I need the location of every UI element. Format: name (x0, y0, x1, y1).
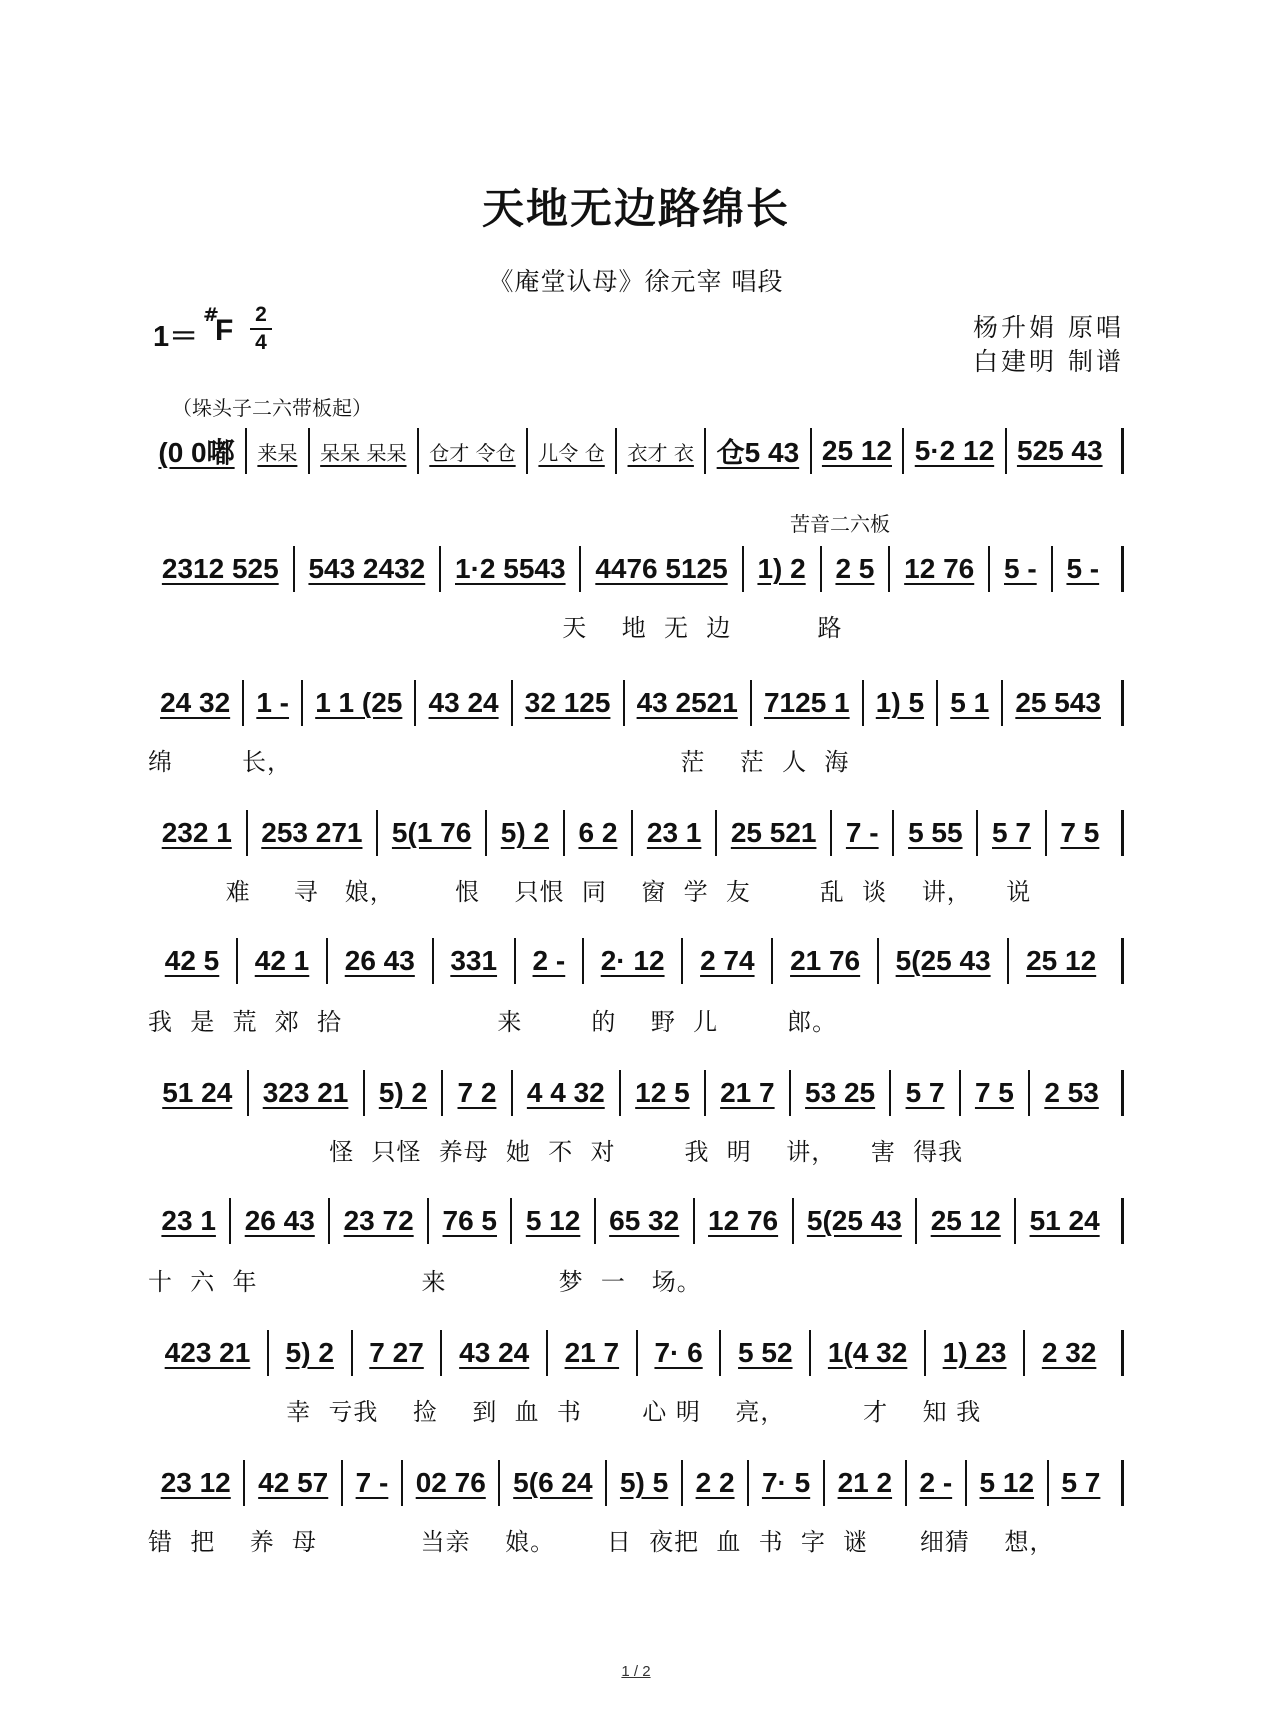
measure (526, 428, 615, 474)
measure (889, 1070, 958, 1116)
measure-notes: 1 1 (25 (315, 687, 403, 718)
measure (792, 1198, 916, 1244)
time-signature (250, 303, 272, 355)
measure-notes: 42 57 (258, 1467, 329, 1498)
measure (1005, 428, 1113, 474)
singer-credit: 杨升娟 原唱 (973, 313, 1124, 342)
measure (148, 938, 236, 984)
measure (1047, 1460, 1113, 1506)
measure-notes: 25 12 (1026, 945, 1097, 976)
measure-notes: 儿令 仓 (538, 440, 605, 465)
measure (440, 1330, 545, 1376)
lyrics-line: 错 把 养 母 当亲 娘。 日 夜把 血 书 字 谜 细猜 想， (148, 1528, 1055, 1556)
measure (915, 1198, 1014, 1244)
measure-notes: 4 4 32 (526, 1077, 605, 1108)
measure-notes: 51 24 (1029, 1205, 1100, 1236)
measure (148, 680, 242, 726)
measure-notes: 来呆 (257, 440, 298, 465)
staff-row (148, 938, 1124, 984)
lyrics-line: 我 是 荒 郊 拾 来 的 野 儿 郎。 (148, 1008, 838, 1036)
key-note: F (215, 314, 234, 347)
measure-notes: 1) 5 (875, 687, 925, 718)
measure (623, 680, 750, 726)
measure-notes: 5 55 (908, 817, 963, 848)
page-subtitle: 《庵堂认母》徐元宰 唱段 (488, 267, 784, 296)
measure (148, 1198, 229, 1244)
measure (417, 428, 526, 474)
measure-notes: 5) 5 (619, 1467, 669, 1498)
measure (1014, 1198, 1113, 1244)
measure (862, 680, 936, 726)
measure-notes: 仓5 43 (716, 437, 800, 468)
measure (820, 546, 889, 592)
measure-notes: 53 25 (805, 1077, 876, 1108)
measure (771, 938, 877, 984)
measure-notes: 5 7 (992, 817, 1031, 848)
measure-notes: 5 - (1066, 553, 1100, 584)
measure-notes: 423 21 (164, 1337, 251, 1368)
measure (704, 428, 809, 474)
measure-notes: 21 2 (837, 1467, 893, 1498)
measure-notes: 525 43 (1016, 435, 1103, 466)
measure-notes: 43 24 (428, 687, 499, 718)
measure-notes: 12 5 (635, 1077, 690, 1108)
measure (693, 1198, 792, 1244)
measure (747, 1460, 823, 1506)
measure (148, 546, 293, 592)
measure (830, 810, 892, 856)
sharp-sign: # (203, 304, 219, 326)
measure (363, 1070, 442, 1116)
measure-notes: 2 74 (700, 945, 755, 976)
staff-row (148, 1460, 1124, 1506)
staff-row (148, 546, 1124, 592)
measure (1051, 546, 1113, 592)
lyrics-line: 幸 亏我 捡 到 血 书 心 明 亮， 才 知 我 (148, 1398, 982, 1426)
measure-notes: 5 7 (905, 1077, 945, 1108)
measure-notes: 42 5 (164, 945, 220, 976)
measure-notes: 76 5 (442, 1205, 497, 1236)
measure-notes: 5(6 24 (513, 1467, 593, 1498)
measure (823, 1460, 905, 1506)
measure-notes: 253 271 (261, 817, 363, 848)
lyrics-line: 绵 长， 茫 茫 人 海 (148, 748, 850, 776)
measure (148, 1070, 247, 1116)
measure-notes: 2 32 (1041, 1337, 1097, 1368)
measure-notes: 5) 2 (500, 817, 550, 848)
measure (546, 1330, 636, 1376)
measure (681, 1460, 747, 1506)
measure (959, 1070, 1028, 1116)
measure-notes: 21 76 (790, 945, 861, 976)
measure-notes: 2 53 (1044, 1077, 1099, 1108)
arranger-credit: 白建明 制谱 (973, 347, 1124, 376)
measure (579, 546, 741, 592)
measure-notes: 7 5 (1060, 817, 1100, 848)
staff-row (148, 1330, 1124, 1376)
measure-notes: 26 43 (244, 1205, 315, 1236)
measure (229, 1198, 328, 1244)
measure (1007, 938, 1113, 984)
measure-notes: 25 12 (821, 435, 892, 466)
measure-notes: 2 5 (835, 553, 875, 584)
measure-notes: 5 12 (979, 1467, 1035, 1498)
measure (247, 1070, 363, 1116)
measure-notes: 32 125 (524, 687, 611, 718)
measure (877, 938, 1007, 984)
measure (341, 1460, 401, 1506)
measure (245, 428, 308, 474)
measure (414, 680, 510, 726)
measure-notes: 323 21 (262, 1077, 349, 1108)
measure (1028, 1070, 1113, 1116)
measure (719, 1330, 809, 1376)
measure (376, 810, 485, 856)
measure (605, 1460, 681, 1506)
measure (902, 428, 1004, 474)
measure-notes: 7 27 (369, 1337, 424, 1368)
measure-notes: 23 72 (343, 1205, 414, 1236)
measure (441, 1070, 510, 1116)
measure-notes: 12 76 (708, 1205, 779, 1236)
measure-notes: 7 - (355, 1467, 389, 1498)
measure-notes: 5(25 43 (895, 945, 991, 976)
measure (511, 1070, 619, 1116)
meter-bar (250, 328, 272, 330)
measure-notes: 65 32 (609, 1205, 680, 1236)
measure-notes: 543 2432 (308, 553, 426, 584)
staff-row (148, 680, 1124, 726)
measure-notes: 7 2 (457, 1077, 497, 1108)
measure-notes: 2312 525 (161, 553, 279, 584)
intro-note: （垛头子二六带板起） (172, 396, 372, 420)
measure (326, 938, 432, 984)
measure-notes: 7· 5 (761, 1467, 811, 1498)
page-number (0, 1663, 1272, 1680)
measure (427, 1198, 510, 1244)
measure-notes: 1·2 5543 (455, 553, 566, 584)
measure (1001, 680, 1113, 726)
measure-notes: 331 (450, 945, 498, 976)
measure (631, 810, 715, 856)
measure-notes: 02 76 (415, 1467, 486, 1498)
measure-notes: 6 2 (578, 817, 618, 848)
measure (988, 546, 1050, 592)
measure (905, 1460, 965, 1506)
measure (514, 938, 582, 984)
measure (742, 546, 820, 592)
measure (892, 810, 976, 856)
measure-notes: 12 76 (904, 553, 975, 584)
measure (511, 680, 623, 726)
measure-notes: 7125 1 (763, 687, 850, 718)
measure-notes: 25 543 (1015, 687, 1101, 718)
measure (148, 1330, 267, 1376)
measure (432, 938, 514, 984)
measure (888, 546, 988, 592)
measure-notes: 5 52 (738, 1337, 793, 1368)
measure (485, 810, 563, 856)
measure-notes: 43 2521 (636, 687, 738, 718)
meter-top: 2 (255, 303, 267, 326)
measure (242, 680, 301, 726)
page-number-text: 1 / 2 (621, 1663, 651, 1680)
measure-notes: 5(25 43 (806, 1205, 902, 1236)
measure (401, 1460, 498, 1506)
measure-notes: 衣才 衣 (627, 440, 694, 465)
lyrics-line: 十 六 年 来 梦 一 场。 (148, 1268, 702, 1296)
measure-notes: 232 1 (161, 817, 232, 848)
measure-notes: 51 24 (162, 1077, 233, 1108)
measure-notes: 23 12 (160, 1467, 231, 1498)
measure (936, 680, 1001, 726)
measure (615, 428, 704, 474)
measure (715, 810, 830, 856)
measure (976, 810, 1044, 856)
measure (809, 1330, 924, 1376)
measure-notes: 21 7 (720, 1077, 775, 1108)
measure (351, 1330, 441, 1376)
measure (681, 938, 771, 984)
measure (594, 1198, 693, 1244)
measure (563, 810, 631, 856)
measure (301, 680, 414, 726)
measure-notes: 2 - (919, 1467, 953, 1498)
measure (582, 938, 681, 984)
measure-notes: 5(1 76 (391, 817, 472, 848)
measure-notes: 2 - (532, 945, 566, 976)
measure (148, 1460, 243, 1506)
measure-notes: 23 1 (646, 817, 702, 848)
staff-row (148, 1198, 1124, 1244)
measure (704, 1070, 789, 1116)
staff-row (148, 810, 1124, 856)
measure (236, 938, 326, 984)
measure (243, 1460, 340, 1506)
measure-notes: 2· 12 (600, 945, 665, 976)
measure-notes: 21 7 (564, 1337, 620, 1368)
measure-notes: 25 12 (930, 1205, 1001, 1236)
measure (498, 1460, 605, 1506)
measure (148, 810, 246, 856)
measure-notes: 5 1 (950, 687, 990, 718)
measure-notes: 5 - (1004, 553, 1037, 584)
section-note: 苦音二六板 (790, 512, 890, 536)
measure (924, 1330, 1023, 1376)
measure-notes: 24 32 (160, 687, 231, 718)
measure (1045, 810, 1113, 856)
measure-notes: 7 - (845, 817, 879, 848)
measure-notes: 4476 5125 (595, 553, 728, 584)
measure-notes: 5·2 12 (914, 435, 995, 466)
measure (293, 546, 440, 592)
measure (439, 546, 579, 592)
measure-notes: 呆呆 呆呆 (320, 440, 407, 465)
page-title: 天地无边路绵长 (481, 184, 790, 233)
measure-notes: 1 - (256, 687, 290, 718)
measure-notes: 7· 6 (654, 1337, 703, 1368)
measure (1023, 1330, 1113, 1376)
measure (750, 680, 862, 726)
measure-notes: 42 1 (254, 945, 310, 976)
measure-notes: 7 5 (974, 1077, 1014, 1108)
measure (267, 1330, 351, 1376)
measure-notes: 5) 2 (285, 1337, 334, 1368)
measure-notes: 1) 2 (757, 553, 806, 584)
measure (636, 1330, 720, 1376)
key-prefix: 1＝ (153, 321, 199, 353)
measure (148, 428, 245, 474)
measure-notes: 26 43 (344, 945, 415, 976)
measure-notes: 5 7 (1061, 1467, 1101, 1498)
measure-notes: 5 12 (525, 1205, 581, 1236)
measure (510, 1198, 593, 1244)
measure (619, 1070, 704, 1116)
measure (308, 428, 417, 474)
measure-notes: 25 521 (730, 817, 817, 848)
lyrics-line: 天 地 无 边 路 (148, 614, 843, 642)
measure-notes: 仓才 令仓 (429, 440, 516, 465)
staff-row (148, 1070, 1124, 1116)
measure-notes: 23 1 (161, 1205, 216, 1236)
measure (246, 810, 377, 856)
measure (328, 1198, 427, 1244)
measure-notes: 43 24 (459, 1337, 530, 1368)
lyrics-line: 难 寻 娘， 恨 只恨 同 窗 学 友 乱 谈 讲， 说 (148, 878, 1032, 906)
measure-notes: 5) 2 (378, 1077, 428, 1108)
measure-notes: 1) 23 (942, 1337, 1007, 1368)
measure-notes: (0 0嘟 (158, 437, 235, 468)
staff-row (148, 428, 1124, 474)
meter-bottom: 4 (255, 331, 267, 354)
measure (789, 1070, 890, 1116)
measure-notes: 2 2 (695, 1467, 735, 1498)
measure (810, 428, 903, 474)
measure-notes: 1(4 32 (827, 1337, 908, 1368)
lyrics-line: 怪 只怪 养母 她 不 对 我 明 讲， 害 得我 (148, 1138, 964, 1166)
measure (965, 1460, 1047, 1506)
